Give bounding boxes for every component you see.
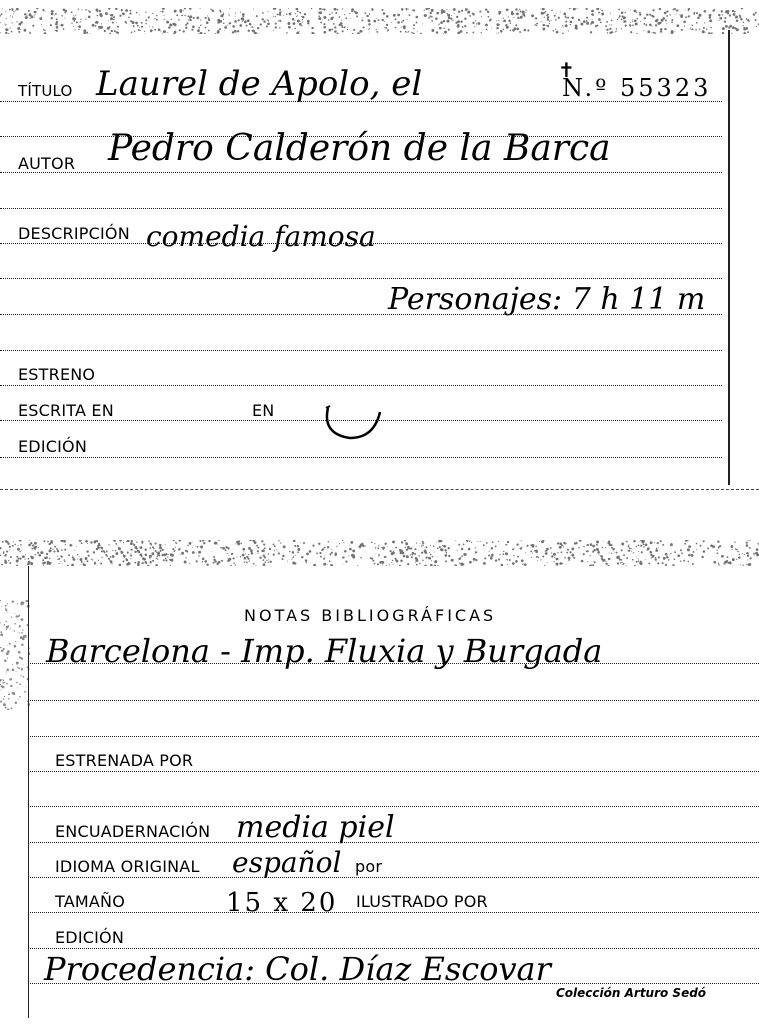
row-line (0, 420, 722, 421)
collection-credit: Colección Arturo Sedó (556, 986, 707, 1000)
row-line (30, 806, 759, 807)
row-line (30, 700, 759, 701)
encuadernacion-value: media piel (236, 810, 395, 845)
row-line (30, 771, 759, 772)
estreno-label: ESTRENO (18, 365, 96, 384)
row-line (0, 314, 722, 315)
tamano-value: 15 x 20 (226, 888, 338, 918)
row-line (0, 136, 722, 137)
row-line (30, 983, 759, 984)
number-value: N.º 55323 (562, 74, 712, 102)
row-line (30, 663, 759, 664)
scan-noise-bottom (0, 540, 759, 566)
estrenada-por-label: ESTRENADA POR (55, 751, 194, 770)
notas-heading: NOTAS BIBLIOGRÁFICAS (244, 606, 497, 625)
en-label: EN (252, 401, 275, 420)
row-line (0, 101, 722, 102)
titulo-value: Laurel de Apolo, el (96, 64, 423, 104)
row-line (0, 243, 722, 244)
por-label: por (355, 857, 383, 876)
escrita-en-label: ESCRITA EN (18, 401, 114, 420)
row-line (30, 842, 759, 843)
encuadernacion-label: ENCUADERNACIÓN (55, 822, 211, 841)
titulo-label: TÍTULO (18, 82, 73, 100)
tamano-label: TAMAÑO (55, 892, 125, 911)
edicion-label-back: EDICIÓN (55, 928, 125, 947)
descripcion-value: comedia famosa (146, 220, 376, 253)
row-line (0, 350, 722, 351)
autor-label: AUTOR (18, 154, 76, 173)
personajes-value: Personajes: 7 h 11 m (388, 282, 706, 317)
bracket-mark (318, 398, 388, 446)
row-line (0, 385, 722, 386)
row-line (0, 172, 722, 173)
descripcion-label: DESCRIPCIÓN (18, 224, 130, 243)
idioma-label: IDIOMA ORIGINAL (55, 857, 200, 876)
procedencia-value: Procedencia: Col. Díaz Escovar (44, 950, 551, 988)
dagger-mark: ✝ (558, 58, 575, 82)
edicion-label: EDICIÓN (18, 437, 88, 456)
row-line (30, 948, 759, 949)
card-left-edge (28, 566, 29, 1018)
row-line (30, 912, 759, 913)
ilustrado-por-label: ILUSTRADO POR (356, 892, 488, 911)
idioma-value: español (232, 846, 342, 879)
card-right-edge (728, 30, 730, 485)
card-bottom-edge (0, 489, 759, 490)
row-line (30, 877, 759, 878)
autor-value: Pedro Calderón de la Barca (108, 128, 611, 169)
scan-noise-left-edge (0, 600, 30, 710)
scan-noise-top (0, 8, 759, 34)
notes-value: Barcelona - Imp. Fluxia y Burgada (46, 632, 603, 670)
row-line (0, 278, 722, 279)
row-line (30, 736, 759, 737)
row-line (0, 208, 722, 209)
row-line (0, 457, 722, 458)
